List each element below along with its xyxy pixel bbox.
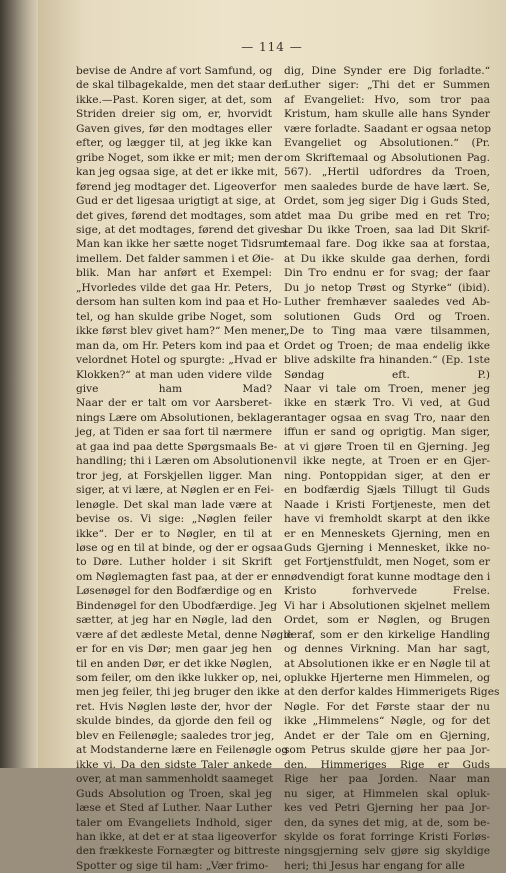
text-line: bevise os. Vi sige: „Nøglen feiler [76,513,272,526]
text-line: det gives, førend det modtages, som at [76,209,286,222]
text-line: blik. Man har anført et Exempel: [76,267,272,280]
text-line: Rige her paa Jorden. Naar man [284,773,490,786]
text-line: og dennes Virkning. Man har sagt, [284,643,490,656]
text-line: Din Tro endnu er for svag; der faar [284,267,490,280]
text-line: at Modstanderne lære en Feilenøgle og [76,744,289,757]
text-line: Ordet og Troen; de maa endelig ikke [284,339,490,352]
text-line: de skal tilbagekalde, men det staar der [76,79,287,92]
text-line: Bindenøgel for den Ubodfærdige. Jeg [76,599,278,612]
text-line: get Fortjenstfuldt, men Noget, som er [284,556,490,569]
text-line: deraf, som er den kirkelige Handling [284,628,490,641]
text-line: Du jo netop Trøst og Styrke“ (ibid). [284,281,490,294]
text-line: „Hvorledes vilde det gaa Hr. Peters, [76,281,272,294]
text-line: Man kan ikke her sætte noget Tidsrum [76,238,286,251]
text-line: ikke først blev givet ham?“ Men mener [76,325,286,338]
text-line: taler om Evangeliets Indhold, siger [76,816,272,829]
text-line: at den derfor kaldes Himmerigets Riges [284,686,500,699]
text-line: Vi har i Absolutionen skjelnet mellem [284,599,490,612]
text-line: antager ogsaa en svag Tro, naar den [284,411,490,424]
text-line: ret. Hvis Nøglen løste der, hvor der [76,700,272,713]
text-line: Naar der er talt om vor Aarsberet- [76,397,272,410]
text-line: vil ikke negte, at Troen er en Gjer- [284,455,490,468]
text-line: men saaledes burde de have lært. Se, [284,180,490,193]
text-line: man da, om Hr. Peters kom ind paa et [76,339,280,352]
text-line: Klokken?“ at man uden videre vilde [76,368,272,381]
page-number: — 114 — [241,40,303,54]
text-line: tel, og han skulde gribe Noget, som [76,310,272,323]
text-line: ningsgjerning selv gjøre sig skyldige [284,845,490,858]
text-line: at Absolutionen ikke er en Nøgle til at [284,657,490,670]
text-line: han ikke, at det er at staa ligeoverfor [76,831,277,844]
text-line: Ordet, som er Nøglen, og Brugen [284,614,490,627]
text-line: efter, og lægger til, at jeg ikke kan [76,137,272,150]
text-line: handling; thi i Læren om Absolutionen [76,455,284,468]
text-line: heri; thi Jesus har engang for alle [284,859,465,872]
text-line: at gaa ind paa dette Spørgsmaals Be- [76,440,278,453]
text-line: ning. Pontoppidan siger, at den er [284,469,490,482]
text-line: solutionen Guds Ord og Troen. [284,310,490,323]
text-line: om Skriftemaal og Absolutionen Pag. [284,151,490,164]
text-line: nings Lære om Absolutionen, beklager [76,411,285,424]
text-line: som feiler, om den ikke lukker op, nei, [76,672,282,685]
right-text-column [284,64,500,872]
text-line: siger, at vi lære, at Nøglen er en Fei- [76,484,274,497]
text-line: sige, at det modtages, førend det gives. [76,223,289,236]
text-line: ikke.—Past. Koren siger, at det, som [76,93,272,106]
text-line: Nøgle. For det Første staar der nu [284,700,490,713]
text-line: give ham Mad? [76,382,272,395]
text-line: ikke en stærk Tro. Vi ved, at Gud [284,397,490,410]
text-line: Naade i Kristi Fortjeneste, men det [284,498,490,511]
text-line: som Petrus skulde gjøre her paa Jor- [284,744,490,757]
text-line: er for en vis Dør; men gaar jeg hen [76,643,272,656]
text-line: blive adskilte fra hinanden.“ (Ep. 1ste [284,354,490,367]
text-line: Naar vi tale om Troen, mener jeg [284,382,490,395]
text-line: gribe Noget, som ikke er mit; men der [76,151,283,164]
text-line: lenøgle. Det skal man lade være at [76,498,272,511]
text-line: er en Menneskets Gjerning, men en [284,527,490,540]
text-line: Ordet, som jeg siger Dig i Guds Sted, [284,195,490,208]
text-line: Guds Absolution og Troen, skal jeg [76,787,272,800]
text-line: oplukke Hjerterne men Himmelen, og [284,672,490,685]
text-line: skulde bindes, da gjorde den feil og [76,715,272,728]
left-text-column [76,64,293,872]
text-line: den frækkeste Fornægter og bittreste [76,845,280,858]
text-line: Gud er det ligesaa urigtigt at sige, at [76,195,276,208]
text-line: nødvendigt forat kunne modtage den i [284,570,491,583]
text-line: førend jeg modtager det. Ligeoverfor [76,180,277,193]
text-line: være forladte. Saadant er ogsaa netop [284,122,491,135]
text-line: den. Himmeriges Rige er Guds [284,758,490,771]
book-binding-edge [0,0,38,768]
text-line: af Evangeliet: Hvo, som tror paa [284,93,490,106]
text-line: har Du ikke Troen, saa lad Dit Skrif- [284,223,490,236]
text-line: skylde os forat forringe Kristi Forløs- [284,831,490,844]
text-line: imellem. Det falder sammen i et Øie- [76,252,274,265]
text-line: ikke“. Der er to Nøgler, en til at [76,527,272,540]
text-line: den, da synes det mig, at de, som be- [284,816,490,829]
text-line: Gaven gives, før den modtages eller [76,122,272,135]
text-line: en bodfærdig Sjæls Tillugt til Guds [284,484,490,497]
text-line: om Nøglemagten fast paa, at der er en [76,570,285,583]
text-line: til en anden Dør, er det ikke Nøglen, [76,657,273,670]
text-line: velordnet Hotel og spurgte: „Hvad er [76,354,277,367]
text-line: kes ved Petri Gjerning her paa Jor- [284,802,490,815]
text-line: men jeg feiler, thi jeg bruger den ikke [76,686,280,699]
text-line: iffun er sand og oprigtig. Man siger, [284,426,490,439]
text-line: Andet er der Tale om en Gjerning, [284,729,490,742]
text-line: „De to Ting maa være tilsammen, [284,325,490,338]
text-line: have vi fremholdt skarpt at den ikke [284,513,490,526]
text-line: at vi gjøre Troen til en Gjerning. Jeg [284,440,490,453]
text-line: Løsenøgel for den Bodfærdige og en [76,585,273,598]
text-line: Guds Gjerning i Mennesket, ikke no- [284,541,490,554]
text-line: Luther fremhæver saaledes ved Ab- [284,296,490,309]
text-line: læse et Sted af Luther. Naar Luther [76,802,272,815]
text-line: Luther siger: „Thi det er Summen [284,79,490,92]
text-line: ikke „Himmelens“ Nøgle, og for det [284,715,490,728]
text-line: Spotter og sige til ham: „Vær frimo- [76,859,269,872]
text-line: Kristum, ham skulle alle hans Synder [284,108,490,121]
text-line: kan jeg ogsaa sige, at det er ikke mit, [76,166,279,179]
text-line: to Døre. Luther holder i sit Skrift [76,556,272,569]
text-line: løse og en til at binde, og der er ogsaa [76,541,283,554]
book-page [38,0,506,872]
text-line: blev en Feilenøgle; saaledes tror jeg, [76,729,275,742]
text-line: at Du ikke skulde gaa derhen, fordi [284,252,490,265]
text-line: jeg, at Tiden er saa fort til nærmere [76,426,272,439]
text-line: sætter, at jeg har en Nøgle, lad den [76,614,272,627]
text-line: bevise de Andre af vort Samfund, og [76,65,273,77]
text-line: være af det ædleste Metal, denne Nøgle [76,628,293,641]
text-line: dersom han sulten kom ind paa et Ho- [76,296,282,309]
text-line: nu siger, at Himmelen skal opluk- [284,787,490,800]
text-line: 567). „Hertil udfordres da Troen, [284,166,490,179]
text-line: temaal fare. Dog ikke saa at forstaa, [284,238,490,251]
text-line: det maa Du gribe med en ret Tro; [284,209,490,222]
text-line: over, at man sammenholdt saameget [76,773,274,786]
text-line: Striden dreier sig om, er, hvorvidt [76,108,272,121]
text-line: dig, Dine Synder ere Dig forladte.“ [284,65,490,77]
text-line: Evangeliet og Absolutionen.“ (Pr. [284,137,490,150]
text-line: tror jeg, at Forskjellen ligger. Man [76,469,272,482]
text-line: Søndag eft. P.) [284,368,490,381]
text-line: Kristo forhvervede Frelse. [284,585,490,598]
text-line: ikke vi. Da den sidste Taler ankede [76,758,272,771]
